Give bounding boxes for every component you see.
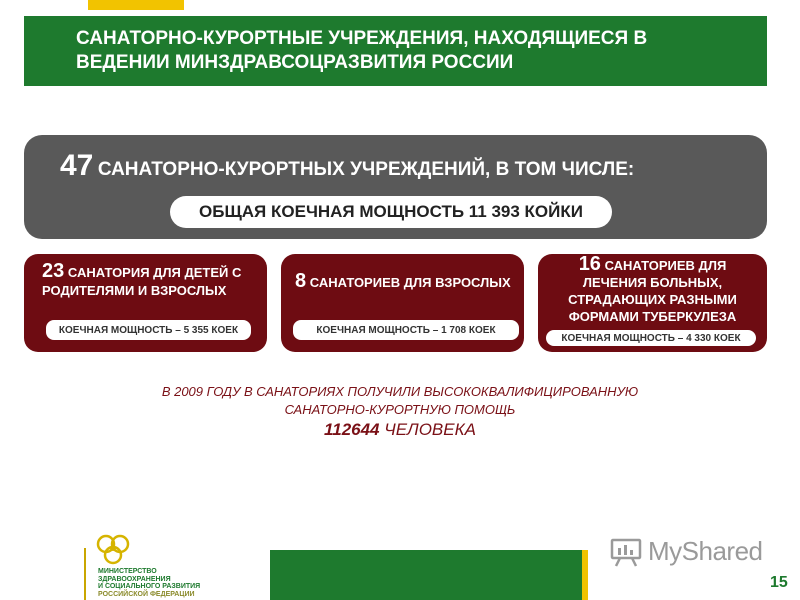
card-3-capacity: КОЕЧНАЯ МОЩНОСТЬ – 4 330 КОЕК [546,330,756,346]
slide-title-line-1: САНАТОРНО-КУРОРТНЫЕ УЧРЕЖДЕНИЯ, НАХОДЯЩИЕСЯ В [76,28,648,49]
card-2-line-1: САНАТОРИЕВ ДЛЯ ВЗРОСЛЫХ [309,275,511,290]
watermark-text: MyShared [648,536,763,566]
card-tuberculosis [538,254,767,352]
card-children-with-parents [24,254,267,352]
note-line-1: В 2009 ГОДУ В САНАТОРИЯХ ПОЛУЧИЛИ ВЫСОКОКВАЛИФИЦИРОВАННУЮ [161,384,639,399]
summary-count: 47 [60,149,94,182]
top-accent-bar [88,0,184,10]
bottom-yellow-bar [582,550,588,600]
note-line-3 [0,420,800,440]
card-3-line-3: СТРАДАЮЩИХ РАЗНЫМИ [568,292,737,307]
summary-text: САНАТОРНО-КУРОРТНЫХ УЧРЕЖДЕНИЙ, В ТОМ ЧИСЛЕ: [97,159,635,180]
logo-divider [84,548,86,600]
ministry-line-2: ЗДРАВООХРАНЕНИЯ [98,575,171,583]
slide-title-line-2: ВЕДЕНИИ МИНЗДРАВСОЦРАЗВИТИЯ РОССИИ [76,52,514,73]
card-3-title [538,253,767,325]
card-2-number: 8 [295,270,307,292]
note-unit: ЧЕЛОВЕКА [384,420,476,439]
card-2-title [295,272,511,292]
card-1-title [42,262,241,300]
card-adults [281,254,524,352]
card-3-line-2: ЛЕЧЕНИЯ БОЛЬНЫХ, [582,275,723,290]
watermark [610,536,763,567]
card-1-capacity: КОЕЧНАЯ МОЩНОСТЬ – 5 355 КОЕК [46,320,251,340]
card-1-number: 23 [42,260,65,282]
card-2-capacity: КОЕЧНАЯ МОЩНОСТЬ – 1 708 КОЕК [293,320,519,340]
summary-line [60,149,634,183]
card-1-line-2: РОДИТЕЛЯМИ И ВЗРОСЛЫХ [42,283,227,298]
ministry-emblem-icon [92,533,134,567]
presentation-board-icon [610,537,642,567]
ministry-name [98,568,200,598]
page-number: 15 [770,574,788,591]
ministry-line-4: РОССИЙСКОЙ ФЕДЕРАЦИИ [98,590,195,598]
card-1-line-1: САНАТОРИЯ ДЛЯ ДЕТЕЙ С [67,265,242,280]
note-number: 112644 [324,420,380,439]
total-capacity-pill: ОБЩАЯ КОЕЧНАЯ МОЩНОСТЬ 11 393 КОЙКИ [170,196,612,228]
ministry-line-3: И СОЦИАЛЬНОГО РАЗВИТИЯ [98,583,201,590]
slide-header [24,16,767,86]
note-line-2: САНАТОРНО-КУРОРТНУЮ ПОМОЩЬ [284,402,516,417]
card-3-line-4: ФОРМАМИ ТУБЕРКУЛЕЗА [568,309,737,324]
bottom-green-bar [270,550,582,600]
card-3-number: 16 [578,253,601,275]
slide-title [76,27,647,75]
card-3-line-1: САНАТОРИЕВ ДЛЯ [604,258,727,273]
ministry-line-1: МИНИСТЕРСТВО [98,568,157,575]
